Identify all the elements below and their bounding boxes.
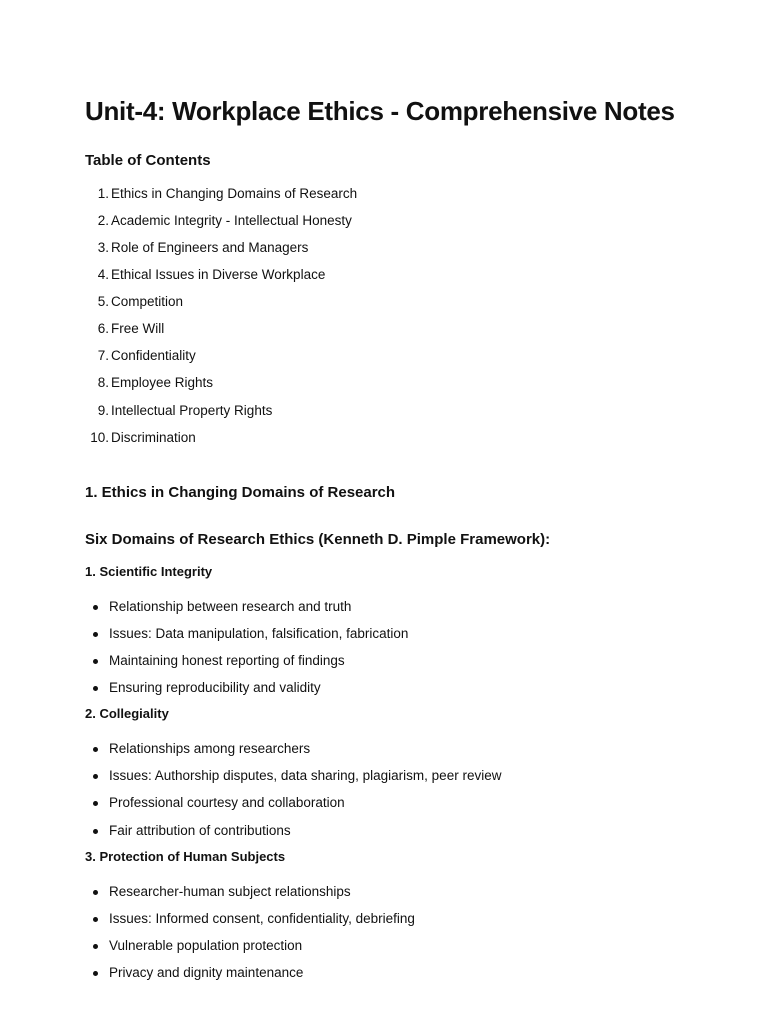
toc-item-number: 3. [97,240,109,255]
toc-item-text: Competition [111,294,184,309]
bullet-icon [93,829,98,834]
toc-item-text: Ethics in Changing Domains of Research [111,186,358,201]
list-item-text: Vulnerable population protection [109,938,303,953]
toc-heading: Table of Contents [85,152,211,169]
section-subheading: Six Domains of Research Ethics (Kenneth D. Pimple Framework): [85,531,551,548]
bullet-icon [93,801,98,806]
toc-item-text: Free Will [111,321,165,336]
bullet-icon [93,890,98,895]
bullet-icon [93,686,98,691]
toc-item-number: 10. [90,430,109,445]
toc-item-number: 6. [97,321,109,336]
list-item-text: Ensuring reproducibility and validity [109,680,321,695]
toc-item-number: 9. [97,403,109,418]
list-item-text: Maintaining honest reporting of findings [109,653,345,668]
bullet-icon [93,659,98,664]
section-heading: 1. Ethics in Changing Domains of Research [85,484,396,501]
domain-heading: 3. Protection of Human Subjects [85,849,286,864]
list-item-text: Issues: Informed consent, confidentiality, debriefing [109,911,415,926]
bullet-icon [93,917,98,922]
toc-item-text: Ethical Issues in Diverse Workplace [111,267,326,282]
domain-heading: 1. Scientific Integrity [85,564,213,579]
list-item-text: Issues: Authorship disputes, data sharing, plagiarism, peer review [109,768,502,783]
toc-item-text: Role of Engineers and Managers [111,240,309,255]
list-item-text: Privacy and dignity maintenance [109,965,304,980]
page-title: Unit-4: Workplace Ethics - Comprehensive Notes [85,96,675,126]
bullet-icon [93,605,98,610]
list-item-text: Fair attribution of contributions [109,823,291,838]
toc-item-number: 8. [97,375,109,390]
toc-item-text: Discrimination [111,430,196,445]
toc-item-number: 2. [97,213,109,228]
bullet-icon [93,971,98,976]
list-item-text: Researcher-human subject relationships [109,884,351,899]
list-item-text: Professional courtesy and collaboration [109,795,345,810]
toc-item-number: 4. [97,267,109,282]
bullet-icon [93,632,98,637]
toc-item-text: Intellectual Property Rights [111,403,273,418]
bullet-icon [93,944,98,949]
toc-item-text: Confidentiality [111,348,196,363]
list-item-text: Relationship between research and truth [109,599,352,614]
bullet-icon [93,774,98,779]
bullet-icon [93,747,98,752]
list-item-text: Issues: Data manipulation, falsification, fabrication [109,626,409,641]
toc-item-number: 1. [97,186,109,201]
toc-item-text: Employee Rights [111,375,214,390]
list-item-text: Relationships among researchers [109,741,311,756]
toc-item-number: 5. [97,294,109,309]
domain-heading: 2. Collegiality [85,706,169,721]
toc-item-number: 7. [97,348,109,363]
toc-item-text: Academic Integrity - Intellectual Honesty [111,213,352,228]
